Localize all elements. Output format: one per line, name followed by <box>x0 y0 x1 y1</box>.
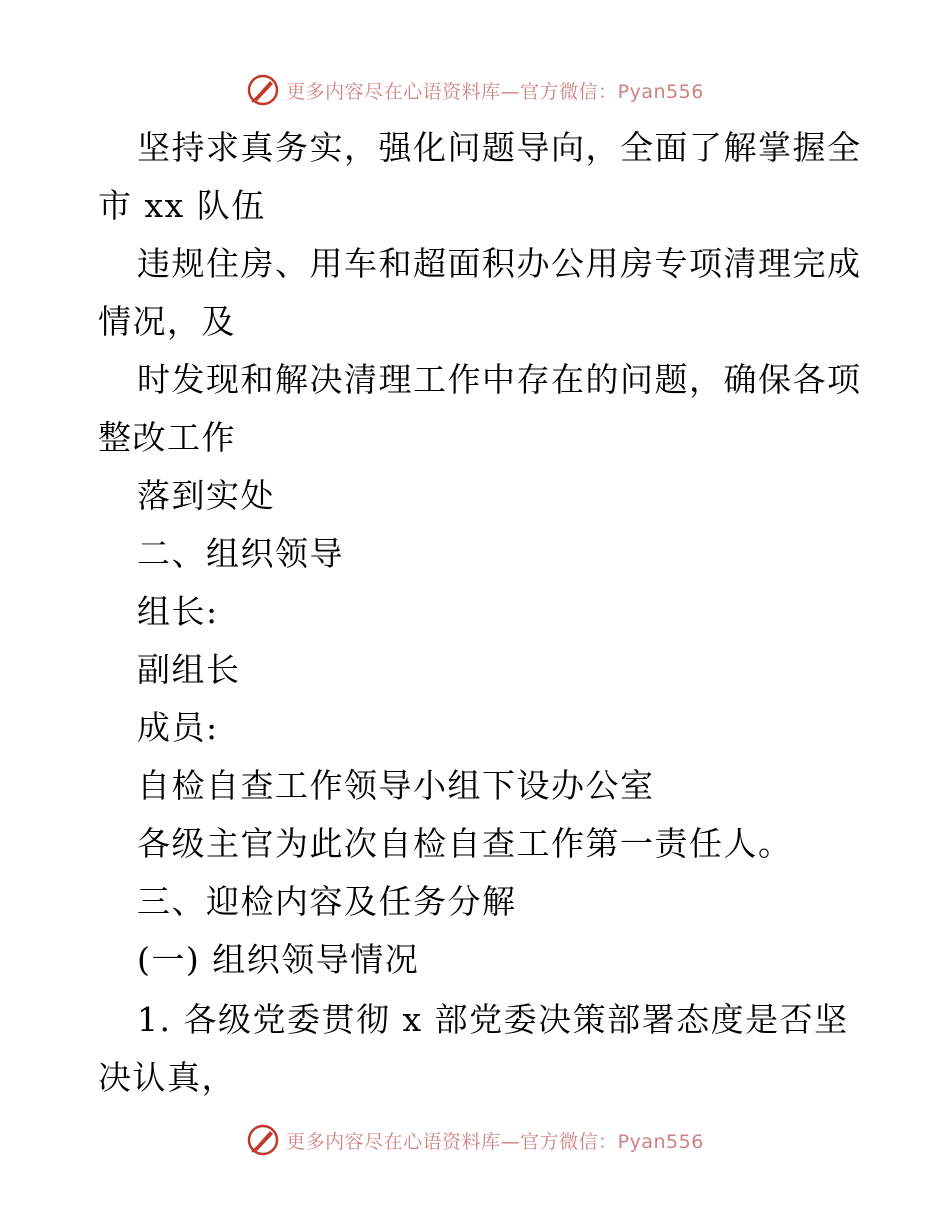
header-watermark <box>0 70 950 110</box>
subsection-heading: (一) 组织领导情况 <box>137 940 420 979</box>
section-heading: 三、迎检内容及任务分解 <box>137 882 517 921</box>
paragraph-line: 1. 各级党委贯彻 x 部党委决策部署态度是否坚 <box>137 1000 849 1039</box>
watermark-text: 更多内容尽在心语资料库—官方微信：Pyan556 <box>286 80 704 103</box>
paragraph-line: 落到实处 <box>137 476 275 515</box>
section-heading: 二、组织领导 <box>137 534 344 573</box>
paragraph-line: 自检自查工作领导小组下设办公室 <box>137 766 655 805</box>
paragraph-line: 成员: <box>137 708 219 747</box>
watermark-text: 更多内容尽在心语资料库—官方微信：Pyan556 <box>286 1130 704 1153</box>
paragraph-line: 违规住房、用车和超面积办公用房专项清理完成 <box>137 244 862 283</box>
paragraph-line: 各级主官为此次自检自查工作第一责任人。 <box>137 824 793 863</box>
paragraph-line: 副组长 <box>137 650 241 689</box>
feather-pen-icon <box>246 1123 280 1157</box>
paragraph-line: 整改工作 <box>98 418 236 457</box>
paragraph-line: 情况，及 <box>98 302 236 341</box>
footer-watermark <box>0 1120 950 1160</box>
paragraph-line: 坚持求真务实，强化问题导向，全面了解掌握全 <box>137 128 862 167</box>
paragraph-line: 市 xx 队伍 <box>98 186 266 225</box>
paragraph-line: 决认真， <box>98 1058 236 1097</box>
paragraph-line: 时发现和解决清理工作中存在的问题，确保各项 <box>137 360 862 399</box>
feather-pen-icon <box>246 73 280 107</box>
paragraph-line: 组长: <box>137 592 219 631</box>
